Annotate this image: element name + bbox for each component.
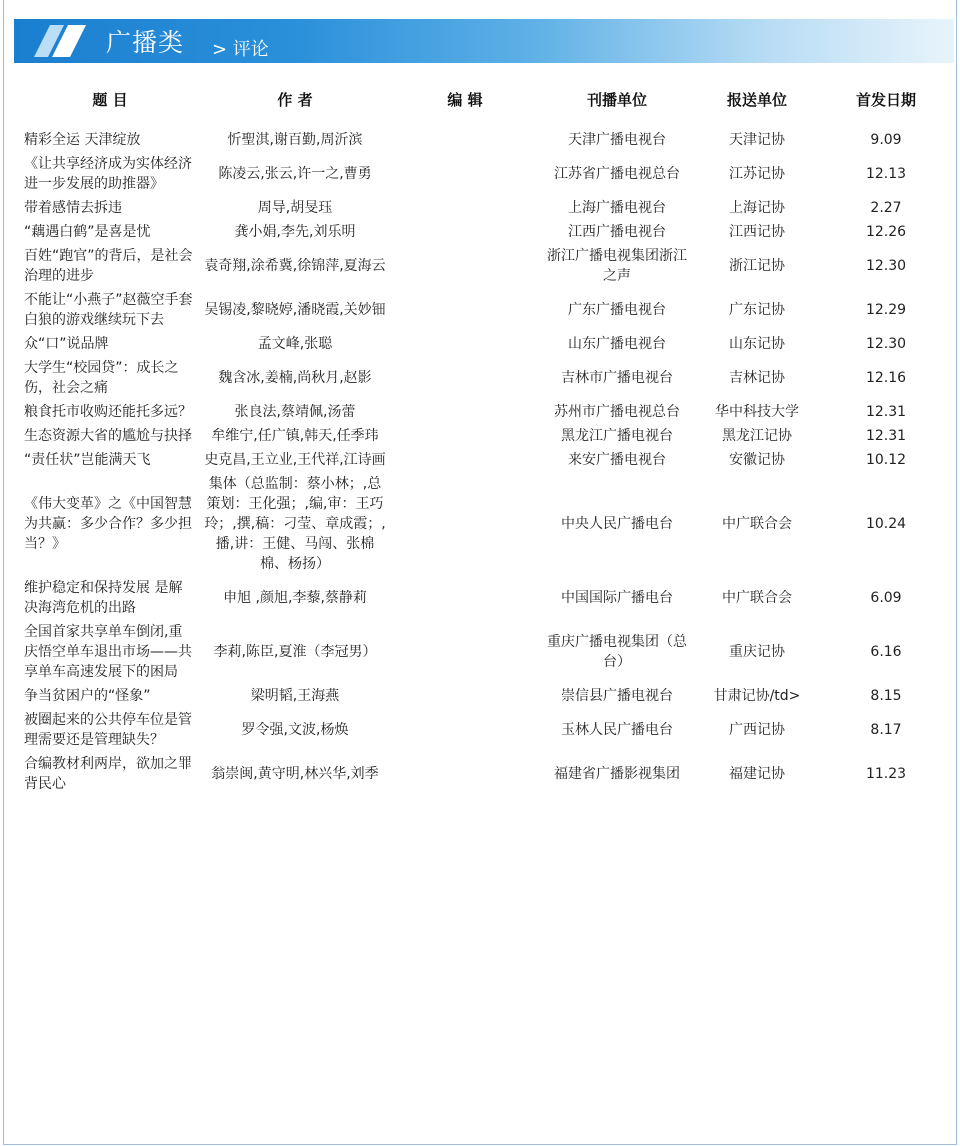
table-row bbox=[20, 448, 952, 472]
header-date: 首发日期 bbox=[855, 90, 916, 109]
cell-submitter: 广西记协 bbox=[729, 722, 785, 738]
cell-publisher: 江苏省广播电视总台 bbox=[554, 166, 680, 182]
table-row bbox=[20, 244, 952, 288]
cell-submitter: 江苏记协 bbox=[729, 166, 785, 182]
cell-submitter: 福建记协 bbox=[729, 766, 785, 782]
cell-editor bbox=[390, 196, 540, 220]
header-publisher: 刊播单位 bbox=[586, 90, 647, 109]
cell-date: 6.09 bbox=[870, 590, 902, 606]
cell-submitter: 浙江记协 bbox=[729, 258, 785, 274]
cell-submitter: 中广联合会 bbox=[722, 590, 792, 606]
cell-title[interactable]: 争当贫困户的“怪象” bbox=[24, 688, 151, 704]
cell-submitter: 中广联合会 bbox=[722, 516, 792, 532]
cell-title[interactable]: 维护稳定和保持发展 是解决海湾危机的出路 bbox=[24, 580, 183, 616]
table-row bbox=[20, 128, 952, 152]
cell-publisher: 黑龙江广播电视台 bbox=[561, 428, 673, 444]
cell-author: 申旭 ,颜旭,李藜,蔡静莉 bbox=[223, 590, 367, 606]
cell-date: 10.24 bbox=[865, 516, 907, 532]
cell-author: 张良法,蔡靖佩,汤蕾 bbox=[234, 404, 356, 420]
cell-publisher: 崇信县广播电视台 bbox=[561, 688, 673, 704]
table-row bbox=[20, 288, 952, 332]
cell-publisher: 福建省广播影视集团 bbox=[554, 766, 680, 782]
cell-author: 魏含冰,姜楠,尚秋月,赵影 bbox=[218, 370, 372, 386]
cell-author: 陈凌云,张云,许一之,曹勇 bbox=[218, 166, 372, 182]
cell-editor bbox=[390, 684, 540, 708]
cell-submitter: 安徽记协 bbox=[729, 452, 785, 468]
cell-title[interactable]: 众“口”说品牌 bbox=[24, 336, 109, 352]
cell-title[interactable]: 生态资源大省的尴尬与抉择 bbox=[24, 428, 192, 444]
cell-date: 12.13 bbox=[865, 166, 907, 182]
cell-publisher: 来安广播电视台 bbox=[568, 452, 666, 468]
cell-publisher: 浙江广播电视集团浙江之声 bbox=[547, 248, 687, 284]
cell-submitter: 吉林记协 bbox=[729, 370, 785, 386]
table-row bbox=[20, 472, 952, 576]
cell-author: 集体（总监制：蔡小林；,总策划：王化强；,编,审：王巧玲；,撰,稿：刁莹、章成霞；,播,讲：王健、马闯、张棉棉、杨扬） bbox=[204, 476, 386, 572]
cell-publisher: 玉林人民广播电台 bbox=[561, 722, 673, 738]
cell-date: 12.29 bbox=[865, 302, 907, 318]
cell-publisher: 中央人民广播电台 bbox=[561, 516, 673, 532]
header-author: 作 者 bbox=[277, 90, 313, 109]
cell-date: 11.23 bbox=[865, 766, 907, 782]
cell-publisher: 广东广播电视台 bbox=[568, 302, 666, 318]
table-row bbox=[20, 152, 952, 196]
cell-title[interactable]: 精彩全运 天津绽放 bbox=[24, 132, 141, 148]
cell-date: 8.17 bbox=[870, 722, 902, 738]
cell-author: 吴锡凌,黎晓婷,潘晓霞,关妙钿 bbox=[204, 302, 386, 318]
header-editor: 编 辑 bbox=[447, 90, 483, 109]
cell-editor bbox=[390, 576, 540, 620]
cell-title[interactable]: 百姓“跑官”的背后，是社会治理的进步 bbox=[24, 248, 193, 284]
cell-editor bbox=[390, 472, 540, 576]
table-row bbox=[20, 220, 952, 244]
cell-editor bbox=[390, 752, 540, 796]
cell-title[interactable]: 被圈起来的公共停车位是管理需要还是管理缺失？ bbox=[24, 712, 192, 748]
table-row bbox=[20, 332, 952, 356]
table-row bbox=[20, 576, 952, 620]
cell-author: 罗令强,文波,杨焕 bbox=[241, 722, 349, 738]
cell-title[interactable]: 大学生“校园贷”：成长之伤，社会之痛 bbox=[24, 360, 179, 396]
table-row bbox=[20, 708, 952, 752]
cell-publisher: 上海广播电视台 bbox=[568, 200, 666, 216]
cell-author: 周导,胡旻珏 bbox=[257, 200, 333, 216]
cell-editor bbox=[390, 288, 540, 332]
cell-submitter: 天津记协 bbox=[729, 132, 785, 148]
cell-author: 龚小娟,李先,刘乐明 bbox=[234, 224, 356, 240]
cell-editor bbox=[390, 244, 540, 288]
cell-submitter: 山东记协 bbox=[729, 336, 785, 352]
cell-publisher: 吉林市广播电视台 bbox=[561, 370, 673, 386]
cell-publisher: 山东广播电视台 bbox=[568, 336, 666, 352]
cell-editor bbox=[390, 448, 540, 472]
table-row bbox=[20, 424, 952, 448]
cell-submitter: 上海记协 bbox=[729, 200, 785, 216]
cell-date: 6.16 bbox=[870, 644, 902, 660]
cell-author: 翁崇闽,黄守明,林兴华,刘季 bbox=[211, 766, 379, 782]
cell-editor bbox=[390, 400, 540, 424]
cell-author: 袁奇翔,涂希冀,徐锦萍,夏海云 bbox=[204, 258, 386, 274]
header-submitter: 报送单位 bbox=[726, 90, 787, 109]
cell-title[interactable]: 合编教材利两岸，欲加之罪背民心 bbox=[24, 756, 192, 792]
cell-publisher: 江西广播电视台 bbox=[568, 224, 666, 240]
award-table bbox=[20, 80, 952, 796]
header-spacer bbox=[20, 118, 952, 128]
table-row bbox=[20, 684, 952, 708]
cell-date: 2.27 bbox=[870, 200, 902, 216]
cell-title[interactable]: 《伟大变革》之《中国智慧为共赢：多少合作？多少担当？》 bbox=[24, 496, 192, 552]
cell-editor bbox=[390, 356, 540, 400]
cell-date: 12.31 bbox=[865, 428, 907, 444]
cell-date: 12.16 bbox=[865, 370, 907, 386]
table-row bbox=[20, 752, 952, 796]
cell-date: 9.09 bbox=[870, 132, 902, 148]
cell-author: 梁明韬,王海燕 bbox=[250, 688, 340, 704]
cell-date: 12.30 bbox=[865, 336, 907, 352]
table-row bbox=[20, 196, 952, 220]
cell-author: 忻聖淇,谢百勤,周沂滨 bbox=[227, 132, 363, 148]
cell-title[interactable]: 带着感情去拆违 bbox=[24, 200, 122, 216]
cell-date: 12.31 bbox=[865, 404, 907, 420]
cell-title[interactable]: 不能让“小燕子”赵薇空手套白狼的游戏继续玩下去 bbox=[24, 292, 193, 328]
cell-title[interactable]: 全国首家共享单车倒闭,重庆悟空单车退出市场——共享单车高速发展下的困局 bbox=[24, 624, 192, 680]
cell-date: 12.26 bbox=[865, 224, 907, 240]
cell-publisher: 天津广播电视台 bbox=[568, 132, 666, 148]
cell-date: 8.15 bbox=[870, 688, 902, 704]
table-row bbox=[20, 356, 952, 400]
cell-author: 牟维宁,任广镇,韩天,任季玮 bbox=[211, 428, 379, 444]
cell-editor bbox=[390, 332, 540, 356]
cell-author: 孟文峰,张聪 bbox=[257, 336, 333, 352]
spacer-cell bbox=[20, 118, 952, 128]
cell-submitter: 江西记协 bbox=[729, 224, 785, 240]
cell-date: 10.12 bbox=[865, 452, 907, 468]
cell-publisher: 重庆广播电视集团（总台） bbox=[547, 634, 687, 670]
cell-submitter: 重庆记协 bbox=[729, 644, 785, 660]
cell-title[interactable]: “藕遇白鹤”是喜是忧 bbox=[24, 224, 151, 240]
banner-stripes-icon bbox=[28, 19, 88, 63]
table-row bbox=[20, 620, 952, 684]
table-body bbox=[20, 128, 952, 796]
header-title: 题 目 bbox=[92, 90, 128, 109]
cell-editor bbox=[390, 128, 540, 152]
cell-title[interactable]: 《让共享经济成为实体经济进一步发展的助推器》 bbox=[24, 156, 192, 192]
cell-editor bbox=[390, 152, 540, 196]
table-header-row bbox=[20, 80, 952, 118]
cell-submitter: 黑龙江记协 bbox=[722, 428, 792, 444]
cell-submitter: 广东记协 bbox=[729, 302, 785, 318]
cell-submitter: 华中科技大学 bbox=[715, 404, 799, 420]
cell-submitter: 甘肃记协/td> bbox=[713, 688, 801, 704]
cell-editor bbox=[390, 708, 540, 752]
cell-date: 12.30 bbox=[865, 258, 907, 274]
cell-editor bbox=[390, 220, 540, 244]
cell-author: 史克昌,王立业,王代祥,江诗画 bbox=[204, 452, 386, 468]
section-banner bbox=[14, 19, 954, 63]
breadcrumb[interactable]: > 评论 bbox=[212, 39, 269, 60]
section-title: 广播类 bbox=[106, 28, 185, 57]
cell-publisher: 中国国际广播电台 bbox=[561, 590, 673, 606]
cell-author: 李莉,陈臣,夏淮（李冠男） bbox=[213, 644, 377, 660]
cell-editor bbox=[390, 620, 540, 684]
cell-title[interactable]: 粮食托市收购还能托多远？ bbox=[24, 404, 192, 420]
cell-title[interactable]: “责任状”岂能满天飞 bbox=[24, 452, 151, 468]
table-row bbox=[20, 400, 952, 424]
cell-publisher: 苏州市广播电视总台 bbox=[554, 404, 680, 420]
cell-editor bbox=[390, 424, 540, 448]
